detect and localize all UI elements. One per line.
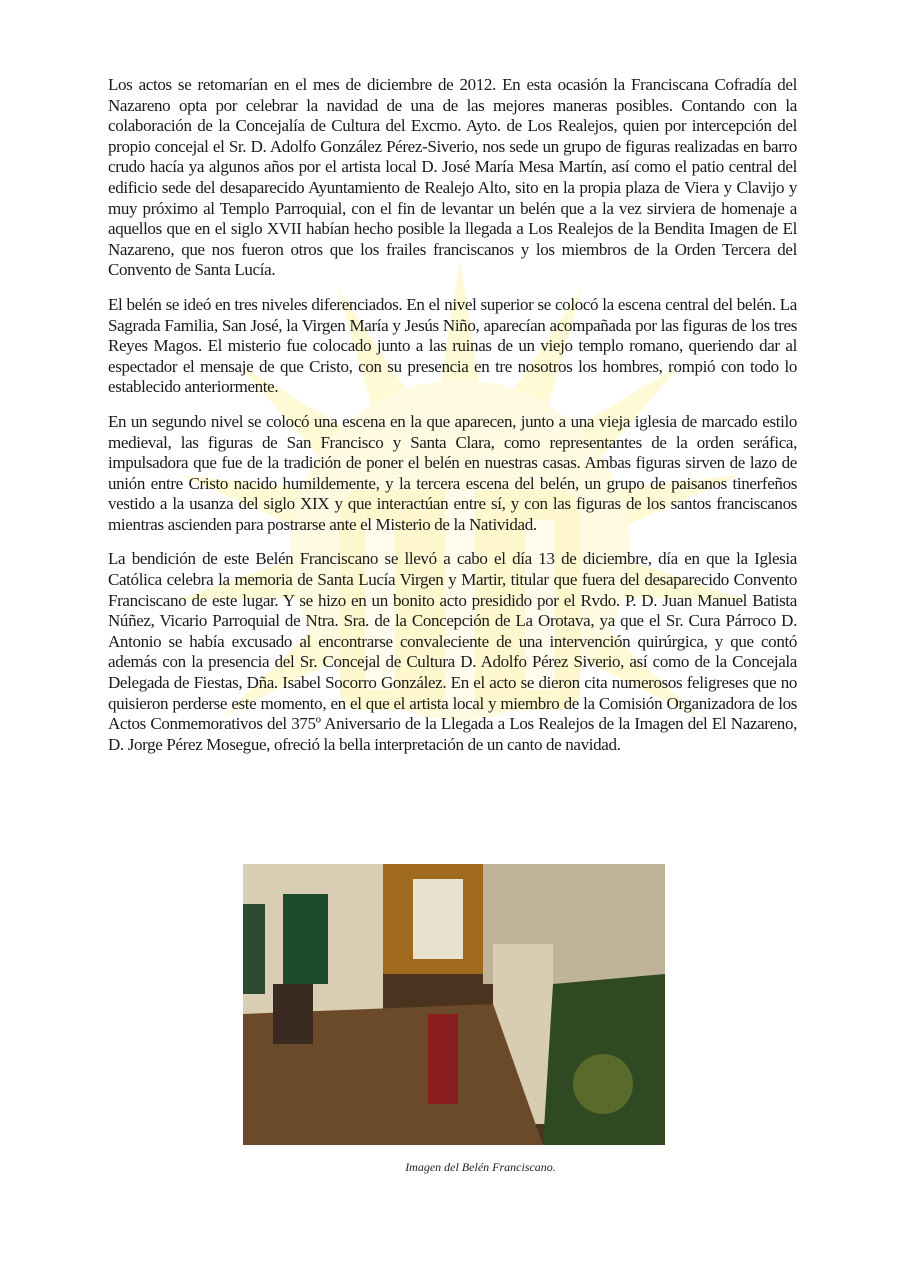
document-body bbox=[108, 75, 797, 769]
paragraph: La bendición de este Belén Franciscano se llevó a cabo el día 13 de diciembre, día en que la Iglesia Católica celebra la memoria de Santa Lucía Virgen y Martir, titular que fuera del desaparecido Convento Franciscano de este lugar. Y se hizo en un bonito acto presidido por el Rvdo. P. D. Juan Manuel Batista Núñez, Vicario Parroquial de Ntra. Sra. de la Concepción de La Orotava, ya que el Sr. Cura Párroco D. Antonio se había excusado al encontrarse convaleciente de una intervención quirúrgica, y que contó además con la presencia del Sr. Concejal de Cultura D. Adolfo Pérez Siverio, así como de la Concejala Delegada de Fiestas, Dña. Isabel Socorro González. En el acto se dieron cita numerosos feligreses que no quisieron perderse este momento, en el que el artista local y miembro de la Comisión Organizadora de los Actos Conmemorativos del 375º Aniversario de la Llegada a Los Realejos de la Imagen del El Nazareno, D. Jorge Pérez Mosegue, ofreció la bella interpretación de un canto de navidad. bbox=[108, 549, 797, 754]
paragraph: El belén se ideó en tres niveles diferenciados. En el nivel superior se colocó la escena central del belén. La Sagrada Familia, San José, la Virgen María y Jesús Niño, aparecían acompañada por las figuras de los tres Reyes Magos. El misterio fue colocado junto a las ruinas de un viejo templo romano, queriendo dar al espectador el mensaje de que Cristo, con su presencia en tre nosotros los hombres, rompió con todo lo establecido anteriormente. bbox=[108, 294, 797, 397]
paragraph: Los actos se retomarían en el mes de diciembre de 2012. En esta ocasión la Franciscana Cofradía del Nazareno opta por celebrar la navidad de una de las mejores maneras posibles. Contando con la colaboración de la Concejalía de Cultura del Excmo. Ayto. de Los Realejos, quien por intercepción del propio concejal el Sr. D. Adolfo González Pérez-Siverio, nos sede un grupo de figuras realizadas en barro crudo hacía ya algunos años por el artista local D. José María Mesa Martín, así como el patio central del edificio sede del desaparecido Ayuntamiento de Realejo Alto, sito en la propia plaza de Viera y Clavijo y muy próximo al Templo Parroquial, con el fin de levantar un belén que a la vez sirviera de homenaje a aquellos que en el siglo XVII habían hecho posible la llegada a Los Realejos de la Bendita Imagen de El Nazareno, que nos fueron otros que los frailes franciscanos y los miembros de la Orden Tercera del Convento de Santa Lucía. bbox=[108, 75, 797, 280]
nativity-scene-photo bbox=[243, 864, 665, 1145]
figure-caption: Imagen del Belén Franciscano. bbox=[405, 1160, 556, 1174]
paragraph: En un segundo nivel se colocó una escena en la que aparecen, junto a una vieja iglesia de marcado estilo medieval, las figuras de San Francisco y Santa Clara, como representantes de la orden seráfica, impulsadora que fue de la tradición de poner el belén en nuestras casas. Ambas figuras sirven de lazo de unión entre Cristo nacido humildemente, y la tercera escena del belén, un grupo de paisanos tinerfeños vestido a la usanza del siglo XIX y que interactúan entre sí, y con las figuras de los santos franciscanos mientras ascienden para postrarse ante el Misterio de la Natividad. bbox=[108, 411, 797, 534]
